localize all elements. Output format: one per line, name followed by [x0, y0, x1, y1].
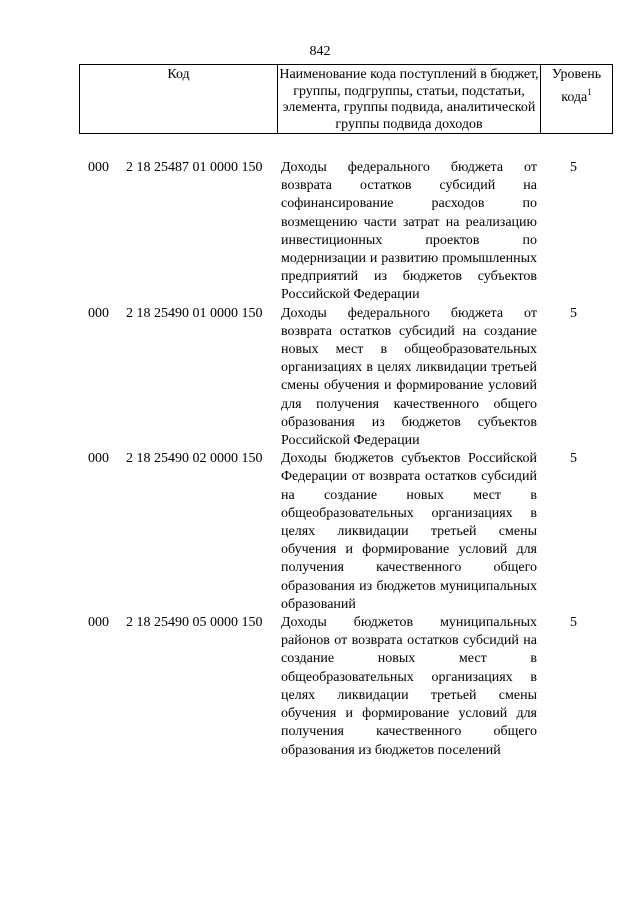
row-revenue-name: Доходы бюджетов субъектов Российской Федерации от возврата остатков субсидий на создание новых мест в общеобразовательных организациях в целях ликвидации третьей смены обучения и формирование условий для получения качественного общего образования из бюджетов муниципальных образований: [281, 451, 537, 612]
table-row: [0, 305, 640, 451]
header-code-cell: [80, 65, 278, 134]
row-revenue-name: Доходы бюджетов муниципальных районов от возврата остатков субсидий на создание новых мест в общеобразовательных организациях в целях ликвидации третьей смены обучения и формирование условий для получения качественного общего образования из бюджетов поселений: [281, 615, 537, 758]
row-revenue-code: 2 18 25487 01 0000 150: [126, 160, 263, 175]
row-code-level: 5: [570, 160, 577, 175]
row-admin-code: 000: [88, 451, 109, 467]
row-admin-code: 000: [88, 305, 109, 321]
row-revenue-code: 2 18 25490 01 0000 150: [126, 305, 263, 321]
row-code-level: 5: [570, 451, 577, 467]
header-code-label: Код: [167, 67, 190, 82]
table-row: [0, 614, 640, 760]
table-body: [0, 159, 640, 760]
row-revenue-code: 2 18 25490 02 0000 150: [126, 451, 263, 467]
row-revenue-code: 2 18 25490 05 0000 150: [126, 615, 263, 631]
table-row: [0, 450, 640, 614]
row-code-level: 5: [570, 615, 577, 631]
page-number: 842: [309, 44, 331, 59]
table-row: [0, 159, 640, 305]
row-code-level: 5: [570, 305, 577, 321]
row-admin-code: 000: [88, 615, 109, 631]
header-name-label: Наименование кода поступлений в бюджет, группы, подгруппы, статьи, подстатьи, элемента, группы подвида, аналитической группы подвида доходов: [279, 67, 539, 132]
row-revenue-name: Доходы федерального бюджета от возврата остатков субсидий на создание новых мест в общеобразовательных организациях в целях ликвидации третьей смены обучения и формирование условий для получения качественного общего образования из бюджетов субъектов Российской Федерации: [281, 305, 537, 449]
header-name-cell: [278, 65, 541, 134]
row-revenue-name: Доходы федерального бюджета от возврата остатков субсидий на софинансирование расходов по возмещению части затрат на реализацию инвестиционных проектов по модернизации и развитию промышленных предприятий из бюджетов субъектов Российской Федерации: [281, 160, 537, 303]
table-header: [79, 64, 613, 134]
header-level-cell: [541, 65, 613, 134]
header-level-label: Уровень кода: [551, 67, 602, 105]
row-admin-code: 000: [88, 160, 109, 175]
header-level-footnote: 1: [587, 86, 592, 97]
